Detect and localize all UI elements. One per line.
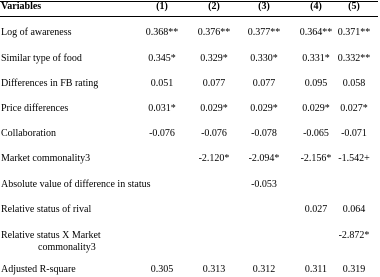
- cell: 0.319: [342, 264, 366, 275]
- cell: 0.029*: [200, 103, 228, 114]
- cell: 0.312: [252, 264, 276, 275]
- header-model-2: (2): [208, 1, 220, 12]
- header-variables: Variables: [1, 1, 42, 12]
- table-row: [0, 77, 380, 91]
- table-row: [0, 152, 380, 166]
- cell: 0.371**: [337, 27, 371, 38]
- cell: -0.065: [303, 128, 329, 139]
- table-header-row: [0, 0, 380, 14]
- cell: 0.029*: [302, 103, 330, 114]
- cell: 0.331*: [302, 53, 330, 64]
- table-row: [0, 102, 380, 116]
- row-label: Market commonality3: [1, 153, 91, 164]
- row-label: Absolute value of difference in status: [1, 179, 151, 190]
- cell: -0.071: [341, 128, 367, 139]
- table-row: [0, 127, 380, 141]
- cell: -2.872*: [338, 230, 370, 241]
- header-model-1: (1): [156, 1, 168, 12]
- cell: -2.094*: [248, 153, 280, 164]
- cell: 0.364**: [299, 27, 333, 38]
- cell: 0.029*: [250, 103, 278, 114]
- header-model-3: (3): [258, 1, 270, 12]
- row-label: Relative status of rival: [1, 204, 92, 215]
- cell: 0.077: [202, 78, 226, 89]
- header-model-5: (5): [348, 1, 360, 12]
- cell: 0.027*: [340, 103, 368, 114]
- row-label: Differences in FB rating: [1, 78, 99, 89]
- table-row: [0, 203, 380, 217]
- cell: -0.078: [251, 128, 277, 139]
- header-rule: [0, 16, 378, 17]
- cell: 0.376**: [197, 27, 231, 38]
- header-model-4: (4): [310, 1, 322, 12]
- cell: 0.077: [252, 78, 276, 89]
- cell: 0.313: [202, 264, 226, 275]
- cell: 0.368**: [145, 27, 179, 38]
- row-label-continuation: [0, 241, 380, 255]
- cell: 0.329*: [200, 53, 228, 64]
- cell: -1.542+: [338, 153, 370, 164]
- cell: 0.095: [304, 78, 328, 89]
- cell: 0.311: [304, 264, 328, 275]
- table-row: [0, 178, 380, 192]
- row-label: Collaboration: [1, 128, 56, 139]
- row-label: Adjusted R-square: [1, 264, 76, 275]
- row-label: Price differences: [1, 103, 69, 114]
- cell: -2.156*: [300, 153, 332, 164]
- row-label: Similar type of food: [1, 53, 82, 64]
- table-row: [0, 263, 380, 277]
- cell: 0.305: [150, 264, 174, 275]
- cell: -0.076: [201, 128, 227, 139]
- cell: 0.330*: [250, 53, 278, 64]
- cell: 0.031*: [148, 103, 176, 114]
- cell: 0.345*: [148, 53, 176, 64]
- cell: 0.058: [342, 78, 366, 89]
- row-label: Relative status X Market: [1, 230, 101, 241]
- cell: -0.076: [149, 128, 175, 139]
- table-row: [0, 26, 380, 40]
- cell: 0.332**: [337, 53, 371, 64]
- cell: -0.053: [251, 179, 277, 190]
- cell: 0.051: [150, 78, 174, 89]
- row-label: Log of awareness: [1, 27, 72, 38]
- cell: 0.064: [342, 204, 366, 215]
- row-label-line2: commonality3: [38, 242, 96, 253]
- table-row: [0, 52, 380, 66]
- cell: 0.027: [304, 204, 328, 215]
- cell: -2.120*: [198, 153, 230, 164]
- cell: 0.377**: [247, 27, 281, 38]
